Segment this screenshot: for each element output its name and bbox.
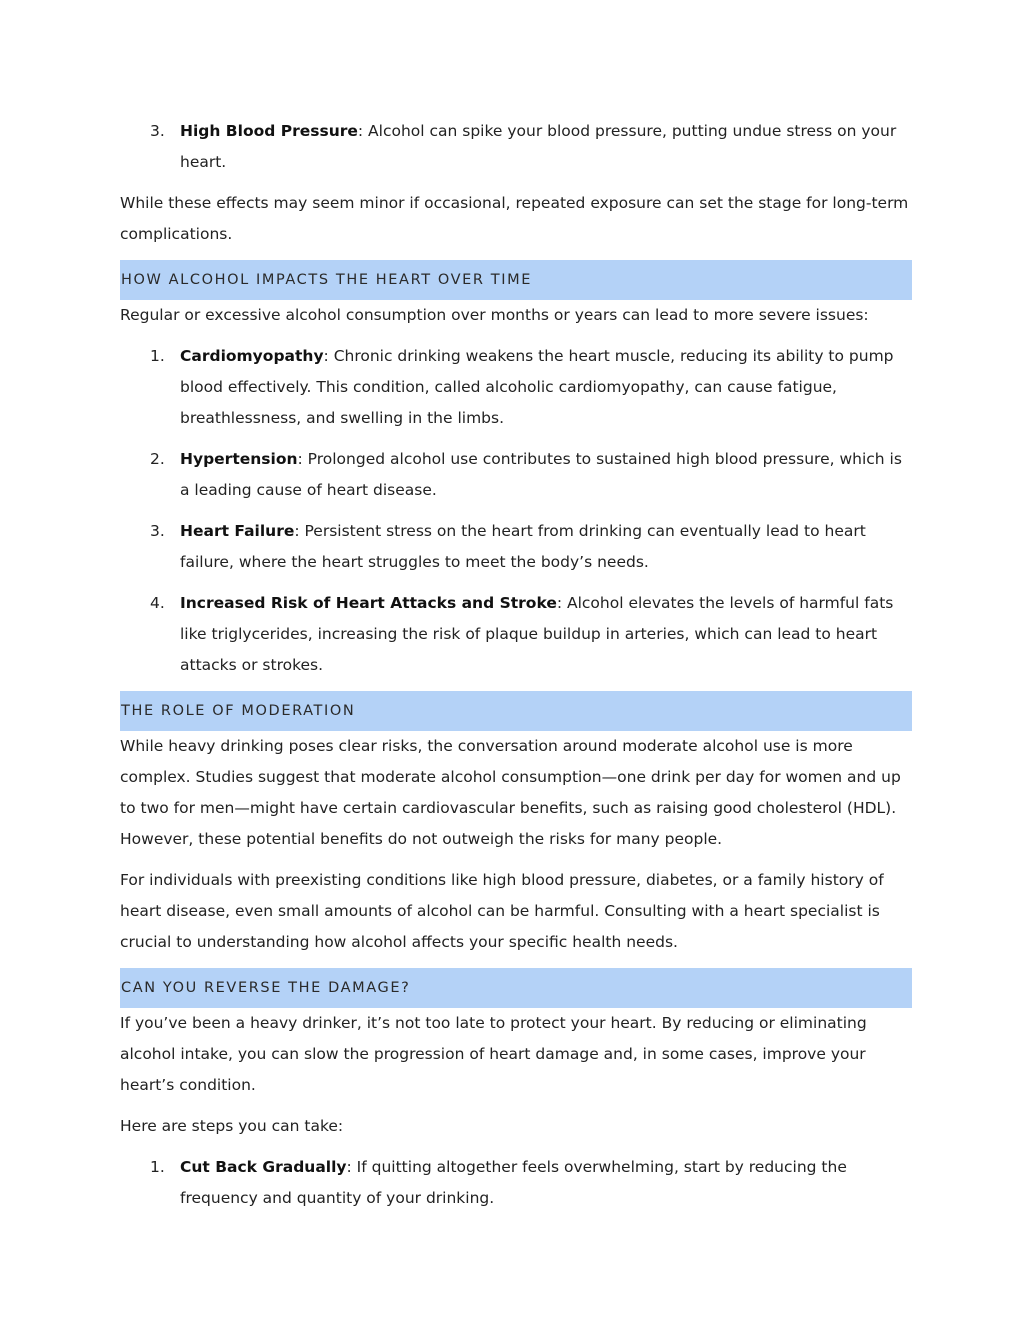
steps-list (120, 1152, 912, 1214)
paragraph: For individuals with preexisting conditions like high blood pressure, diabetes, or a family history of heart disease, even small amounts of alcohol can be harmful. Consulting with a heart specialist is crucial to understanding how alcohol affects your specific health needs. (120, 871, 884, 951)
list-text: : Prolonged alcohol use contributes to sustained high blood pressure, which is a leading cause of heart disease. (180, 450, 902, 499)
section-heading: CAN YOU REVERSE THE DAMAGE? (121, 980, 411, 996)
list-text: : Chronic drinking weakens the heart muscle, reducing its ability to pump blood effectively. This condition, called alcoholic cardiomyopathy, can cause fatigue, breathlessness, and swelling in the limbs. (180, 347, 894, 427)
list-term: Increased Risk of Heart Attacks and Stroke (180, 594, 557, 612)
paragraph: While heavy drinking poses clear risks, the conversation around moderate alcohol use is more complex. Studies suggest that moderate alcohol consumption—one drink per day for women and up to two for men—might have certain cardiovascular benefits, such as raising good cholesterol (HDL). However, these potential benefits do not outweigh the risks for many people. (120, 737, 901, 848)
list-item (120, 516, 912, 578)
list-term: Hypertension (180, 450, 298, 468)
list-text: : Alcohol elevates the levels of harmful fats like triglycerides, increasing the risk of plaque buildup in arteries, which can lead to heart attacks or strokes. (180, 594, 894, 674)
list-item (120, 341, 912, 434)
section-heading: HOW ALCOHOL IMPACTS THE HEART OVER TIME (121, 272, 532, 288)
section-heading-band (120, 691, 912, 731)
list-text: : If quitting altogether feels overwhelming, start by reducing the frequency and quantity of your drinking. (180, 1158, 847, 1207)
paragraph: Here are steps you can take: (120, 1117, 344, 1135)
list-number: 4. (150, 594, 165, 612)
section-heading-band (120, 968, 912, 1008)
list-item (120, 444, 912, 506)
section-heading-band (120, 260, 912, 300)
list-term: Cut Back Gradually (180, 1158, 347, 1176)
list-term: Cardiomyopathy (180, 347, 324, 365)
paragraph: While these effects may seem minor if occasional, repeated exposure can set the stage for long-term complications. (120, 194, 909, 243)
list-text: : Alcohol can spike your blood pressure, putting undue stress on your heart. (180, 122, 897, 171)
list-term: High Blood Pressure (180, 122, 358, 140)
list-item (120, 1152, 912, 1214)
list-term: Heart Failure (180, 522, 295, 540)
section-heading: THE ROLE OF MODERATION (121, 703, 356, 719)
list-number: 1. (150, 347, 165, 365)
list-number: 3. (150, 122, 165, 140)
list-number: 1. (150, 1158, 165, 1176)
list-number: 2. (150, 450, 165, 468)
list-text: : Persistent stress on the heart from drinking can eventually lead to heart failure, where the heart struggles to meet the body’s needs. (180, 522, 866, 571)
intro-list (120, 116, 912, 178)
impact-list (120, 341, 912, 681)
document-page (120, 116, 912, 1224)
list-item (120, 588, 912, 681)
paragraph: Regular or excessive alcohol consumption over months or years can lead to more severe issues: (120, 306, 869, 324)
list-item (120, 116, 912, 178)
list-number: 3. (150, 522, 165, 540)
paragraph: If you’ve been a heavy drinker, it’s not too late to protect your heart. By reducing or eliminating alcohol intake, you can slow the progression of heart damage and, in some cases, improve your heart’s condition. (120, 1014, 867, 1094)
